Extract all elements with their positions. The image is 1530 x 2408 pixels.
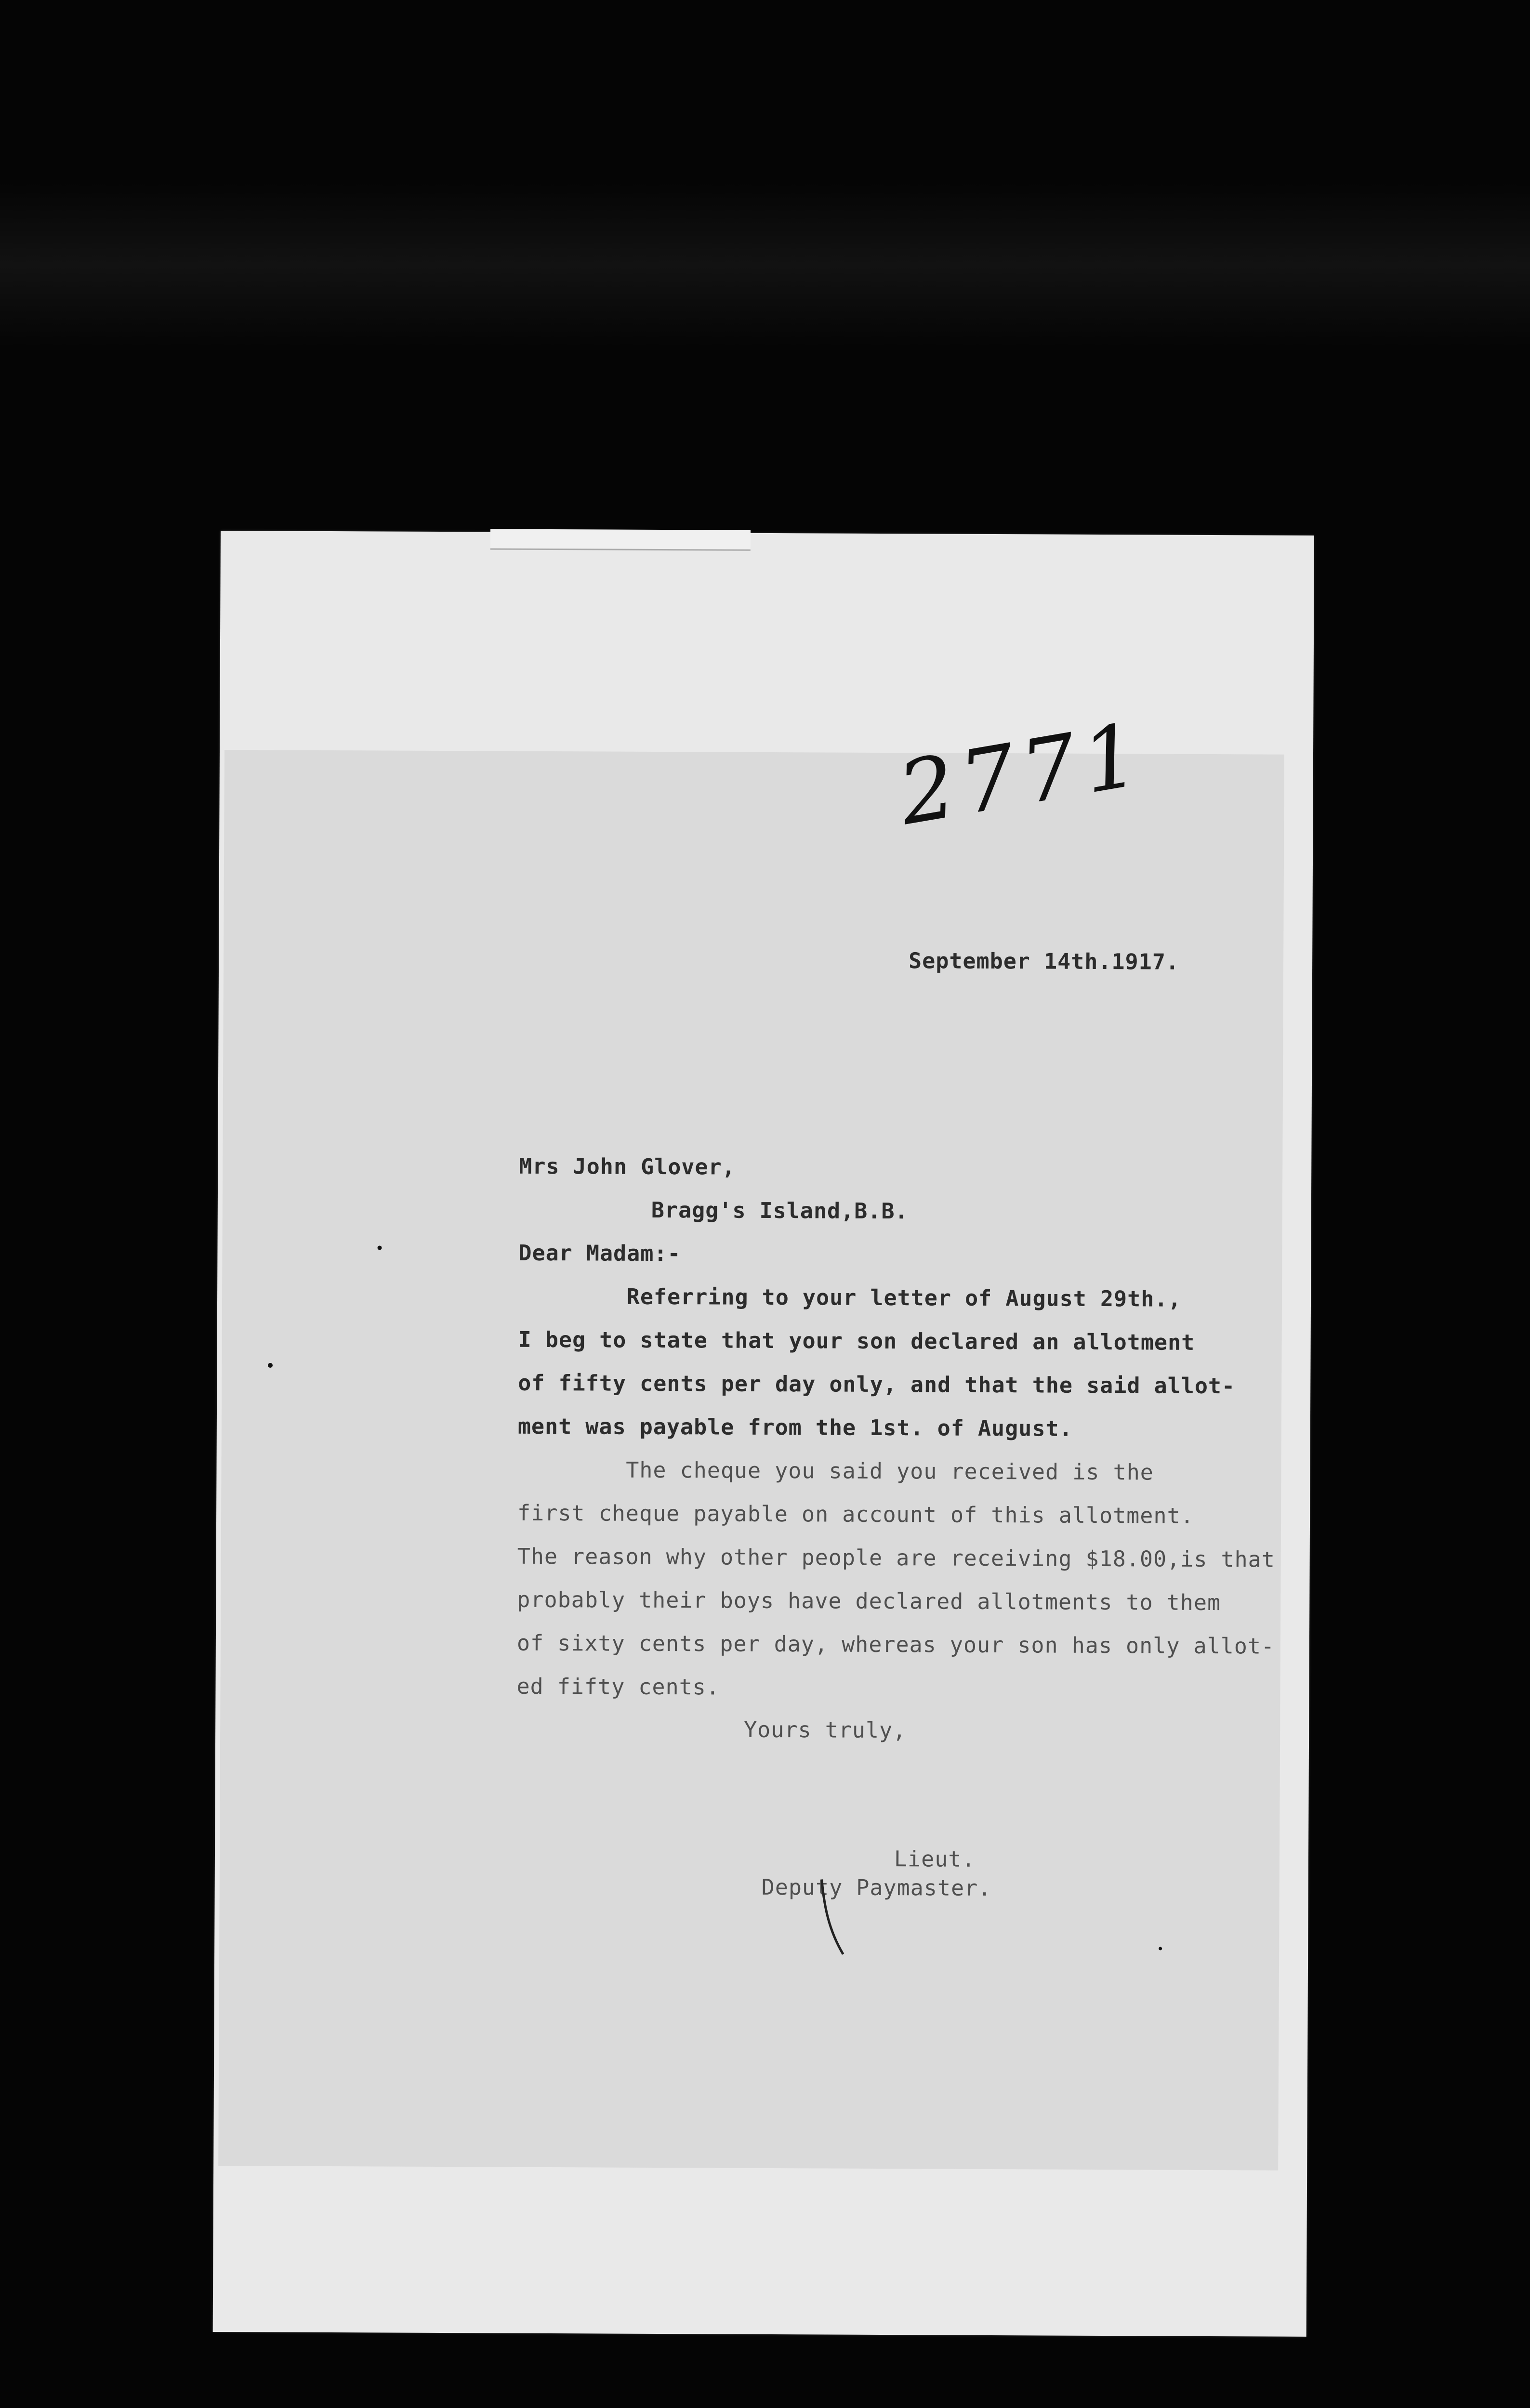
body-line: The cheque you said you received is the [517,1456,1154,1485]
letter-page [213,531,1314,2337]
signature-rank: Lieut. [894,1846,976,1872]
body-line: of fifty cents per day only, and that the said allot- [518,1370,1236,1399]
body-line: ed fifty cents. [516,1673,720,1700]
closing: Yours truly, [744,1716,907,1743]
signature-title: Deputy Paymaster. [761,1874,992,1901]
recipient-name: Mrs John Glover, [519,1153,736,1180]
salutation: Dear Madam:- [518,1240,681,1267]
ink-speck [377,1245,382,1250]
scan-background-band [0,183,1530,347]
page-top-notch [490,529,751,550]
ink-speck [1159,1947,1162,1950]
letter-date: September 14th.1917. [909,948,1180,975]
handwritten-file-number: 2771 [892,704,1153,845]
recipient-address: Bragg's Island,B.B. [651,1197,909,1224]
body-line: first cheque payable on account of this allotment. [517,1500,1194,1529]
body-line: ment was payable from the 1st. of August. [517,1413,1073,1441]
body-line: probably their boys have declared allotments to them [517,1586,1221,1616]
ink-speck [268,1363,273,1368]
signature-mark [819,1877,848,1959]
body-line: I beg to state that your son declared an allotment [518,1326,1195,1355]
body-line: of sixty cents per day, whereas your son has only allot- [516,1630,1275,1659]
body-line: The reason why other people are receiving $18.00,is that [517,1543,1275,1572]
body-line: Referring to your letter of August 29th., [518,1283,1182,1312]
